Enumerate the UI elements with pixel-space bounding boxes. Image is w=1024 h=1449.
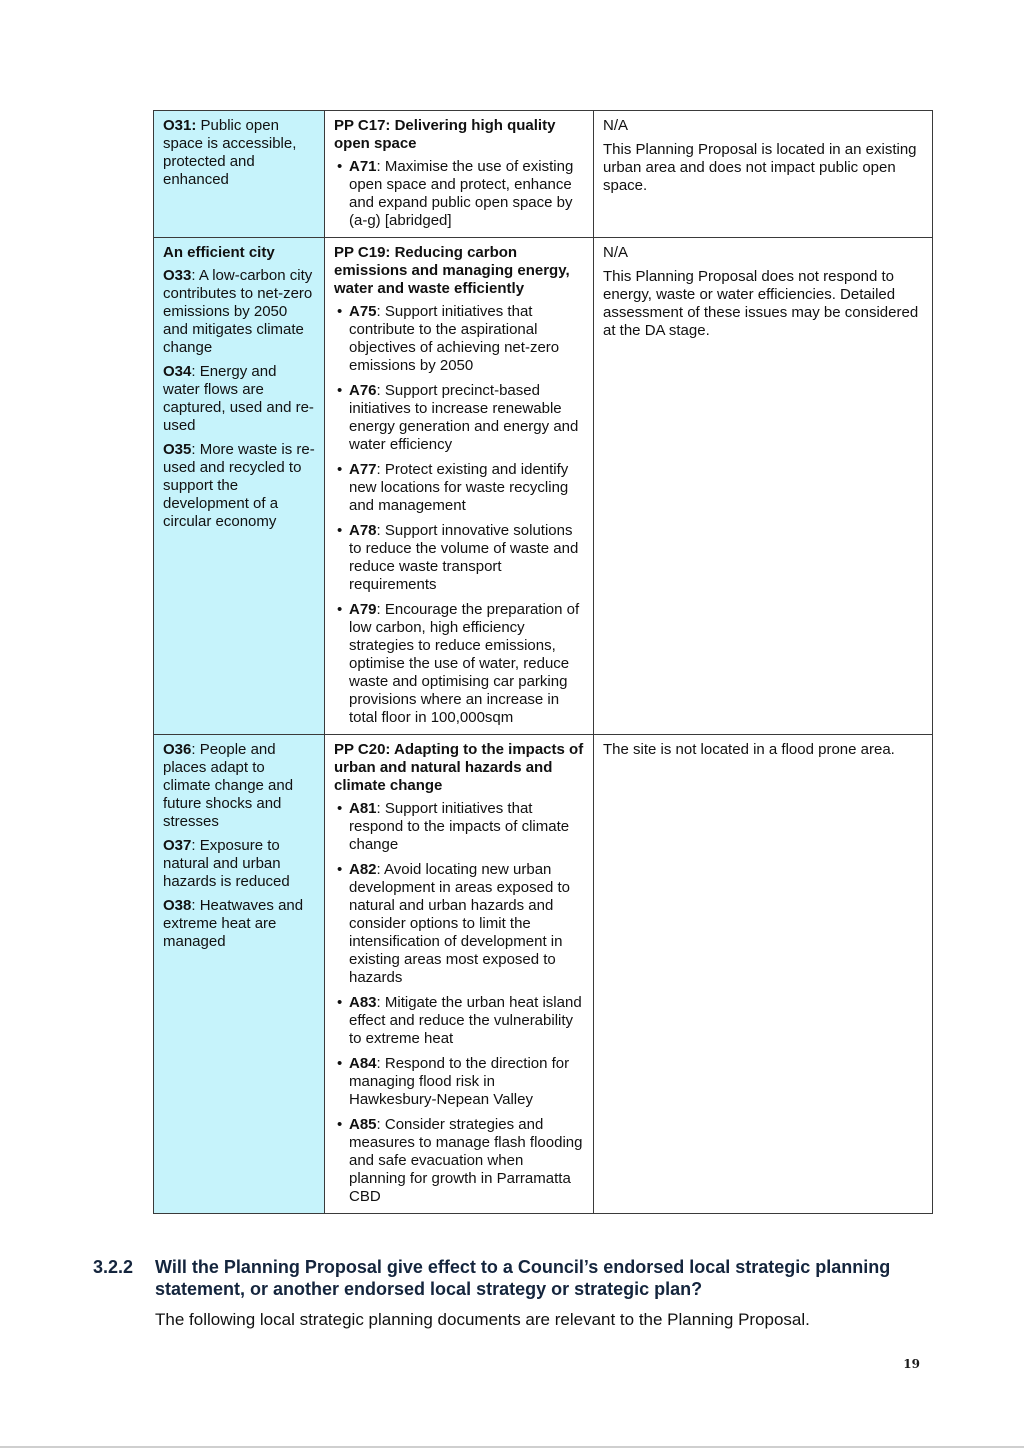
action-item: • A77: Protect existing and identify new locations for waste recycling and management (337, 461, 569, 514)
table-row (154, 111, 933, 238)
priority-title: PP C17: Delivering high quality open space (334, 117, 556, 152)
objective-item: O38: Heatwaves and extreme heat are managed (163, 897, 304, 950)
action-item: • A79: Encourage the preparation of low carbon, high efficiency strategies to reduce emissions, optimise the use of water, reduce waste and optimising car parking provisions where an increase in total floor in 100,000sqm (337, 601, 580, 726)
section-number: 3.2.2 (93, 1257, 134, 1277)
planning-priority-cell (325, 238, 594, 735)
bullet-icon: • (337, 461, 343, 478)
objective-item: O31: Public open space is accessible, protected and enhanced (163, 117, 297, 188)
planning-priority-cell (325, 111, 594, 238)
priority-title: PP C20: Adapting to the impacts of urban and natural hazards and climate change (334, 741, 584, 794)
bullet-icon: • (337, 800, 343, 817)
action-item: • A71: Maximise the use of existing open space and protect, enhance and expand public open space by (a-g) [abridged] (337, 158, 574, 229)
bullet-icon: • (337, 861, 343, 878)
objective-item: O33: A low-carbon city contributes to net-zero emissions by 2050 and mitigates climate change (163, 267, 313, 356)
response-comment: This Planning Proposal does not respond to energy, waste or water efficiencies. Detailed assessment of these issues may be considered at the DA stage. (603, 268, 919, 339)
bullet-icon: • (337, 382, 343, 399)
action-item: • A85: Consider strategies and measures to manage flash flooding and safe evacuation when planning for growth in Parramatta CBD (337, 1116, 583, 1205)
bullet-icon: • (337, 1055, 343, 1072)
section-body: The following local strategic planning documents are relevant to the Planning Proposal. (155, 1310, 810, 1329)
assessment-table (153, 110, 933, 1214)
action-item: • A84: Respond to the direction for managing flood risk in Hawkesbury-Nepean Valley (337, 1055, 570, 1108)
objective-item: O35: More waste is re-used and recycled to support the development of a circular economy (163, 441, 315, 530)
action-list (334, 158, 584, 230)
objectives-cell (154, 735, 325, 1214)
action-item: • A75: Support initiatives that contribute to the aspirational objectives of achieving net-zero emissions by 2050 (337, 303, 560, 374)
objectives-cell (154, 111, 325, 238)
table-row (154, 238, 933, 735)
response-comment: The site is not located in a flood prone area. (603, 741, 895, 758)
objective-item: O36: People and places adapt to climate change and future shocks and stresses (163, 741, 294, 830)
bullet-icon: • (337, 303, 343, 320)
action-item: • A82: Avoid locating new urban development in areas exposed to natural and urban hazards and consider options to limit the intensification of development in existing areas most exposed to hazards (337, 861, 570, 986)
objective-heading: An efficient city (163, 244, 275, 261)
response-comment: This Planning Proposal is located in an existing urban area and does not impact public open space. (603, 141, 917, 194)
response-status: N/A (603, 244, 629, 261)
planning-priority-cell (325, 735, 594, 1214)
response-cell (594, 735, 933, 1214)
bullet-icon: • (337, 158, 343, 175)
bullet-icon: • (337, 601, 343, 618)
action-list (334, 303, 584, 727)
action-item: • A76: Support precinct-based initiatives to increase renewable energy generation and energy and water efficiency (337, 382, 579, 453)
page-edge-divider (0, 1446, 1024, 1448)
page-number: 19 (903, 1357, 920, 1371)
bullet-icon: • (337, 522, 343, 539)
response-status: N/A (603, 117, 629, 134)
objective-item: O34: Energy and water flows are captured, used and re-used (163, 363, 314, 434)
priority-title: PP C19: Reducing carbon emissions and managing energy, water and waste efficiently (334, 244, 570, 297)
action-item: • A81: Support initiatives that respond to the impacts of climate change (337, 800, 570, 853)
section-3-2-2 (93, 1256, 953, 1331)
bullet-icon: • (337, 1116, 343, 1133)
table-row (154, 735, 933, 1214)
action-item: • A83: Mitigate the urban heat island effect and reduce the vulnerability to extreme heat (337, 994, 582, 1047)
response-cell (594, 238, 933, 735)
bullet-icon: • (337, 994, 343, 1011)
action-list (334, 800, 584, 1206)
objectives-cell (154, 238, 325, 735)
action-item: • A78: Support innovative solutions to reduce the volume of waste and reduce waste transport requirements (337, 522, 579, 593)
response-cell (594, 111, 933, 238)
section-title: Will the Planning Proposal give effect to a Council’s endorsed local strategic planning statement, or another endorsed local strategy or strategic plan? (155, 1257, 891, 1299)
objective-item: O37: Exposure to natural and urban hazards is reduced (163, 837, 290, 890)
